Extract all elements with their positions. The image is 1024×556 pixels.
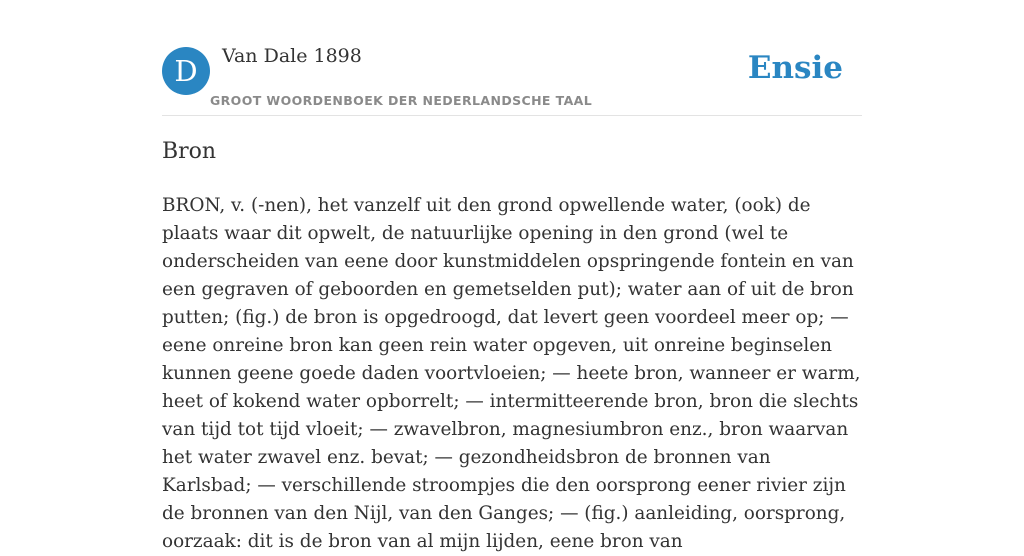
ensie-logo[interactable]: Ensie — [747, 50, 843, 86]
dictionary-title[interactable]: Van Dale 1898 — [222, 45, 362, 67]
entry-headword: Bron — [162, 139, 217, 164]
dictionary-subtitle: GROOT WOORDENBOEK DER NEDERLANDSCHE TAAL — [210, 93, 593, 108]
entry-definition: BRON, v. (-nen), het vanzelf uit den grond opwellende water, (ook) de plaats waar dit opwelt, de natuurlijke opening in den grond (wel te onderscheiden van eene door kunstmiddelen opspringende fontein en van een gegraven of geboorden en gemetselden put); water aan of uit de bron putten; (fig.) de bron is opgedroogd, dat levert geen voordeel meer op; — eene onreine bron kan geen rein water opgeven, uit onreine beginselen kunnen geene goede daden voortvloeien; — heete bron, wanneer er warm, heet of kokend water opborrelt; — intermitteerende bron, bron die slechts van tijd tot tijd vloeit; — zwavelbron, magnesiumbron enz., bron waarvan het water zwavel enz. bevat; — gezondheidsbron de bronnen van Karlsbad; — verschillende stroompjes die den oorsprong eener rivier zijn de bronnen van den Nijl, van den Ganges; — (fig.) aanleiding, oorsprong, oorzaak: dit is de bron van al mijn lijden, eene bron van — [162, 195, 861, 552]
dictionary-logo[interactable]: D — [162, 47, 210, 95]
site-header — [162, 0, 862, 116]
